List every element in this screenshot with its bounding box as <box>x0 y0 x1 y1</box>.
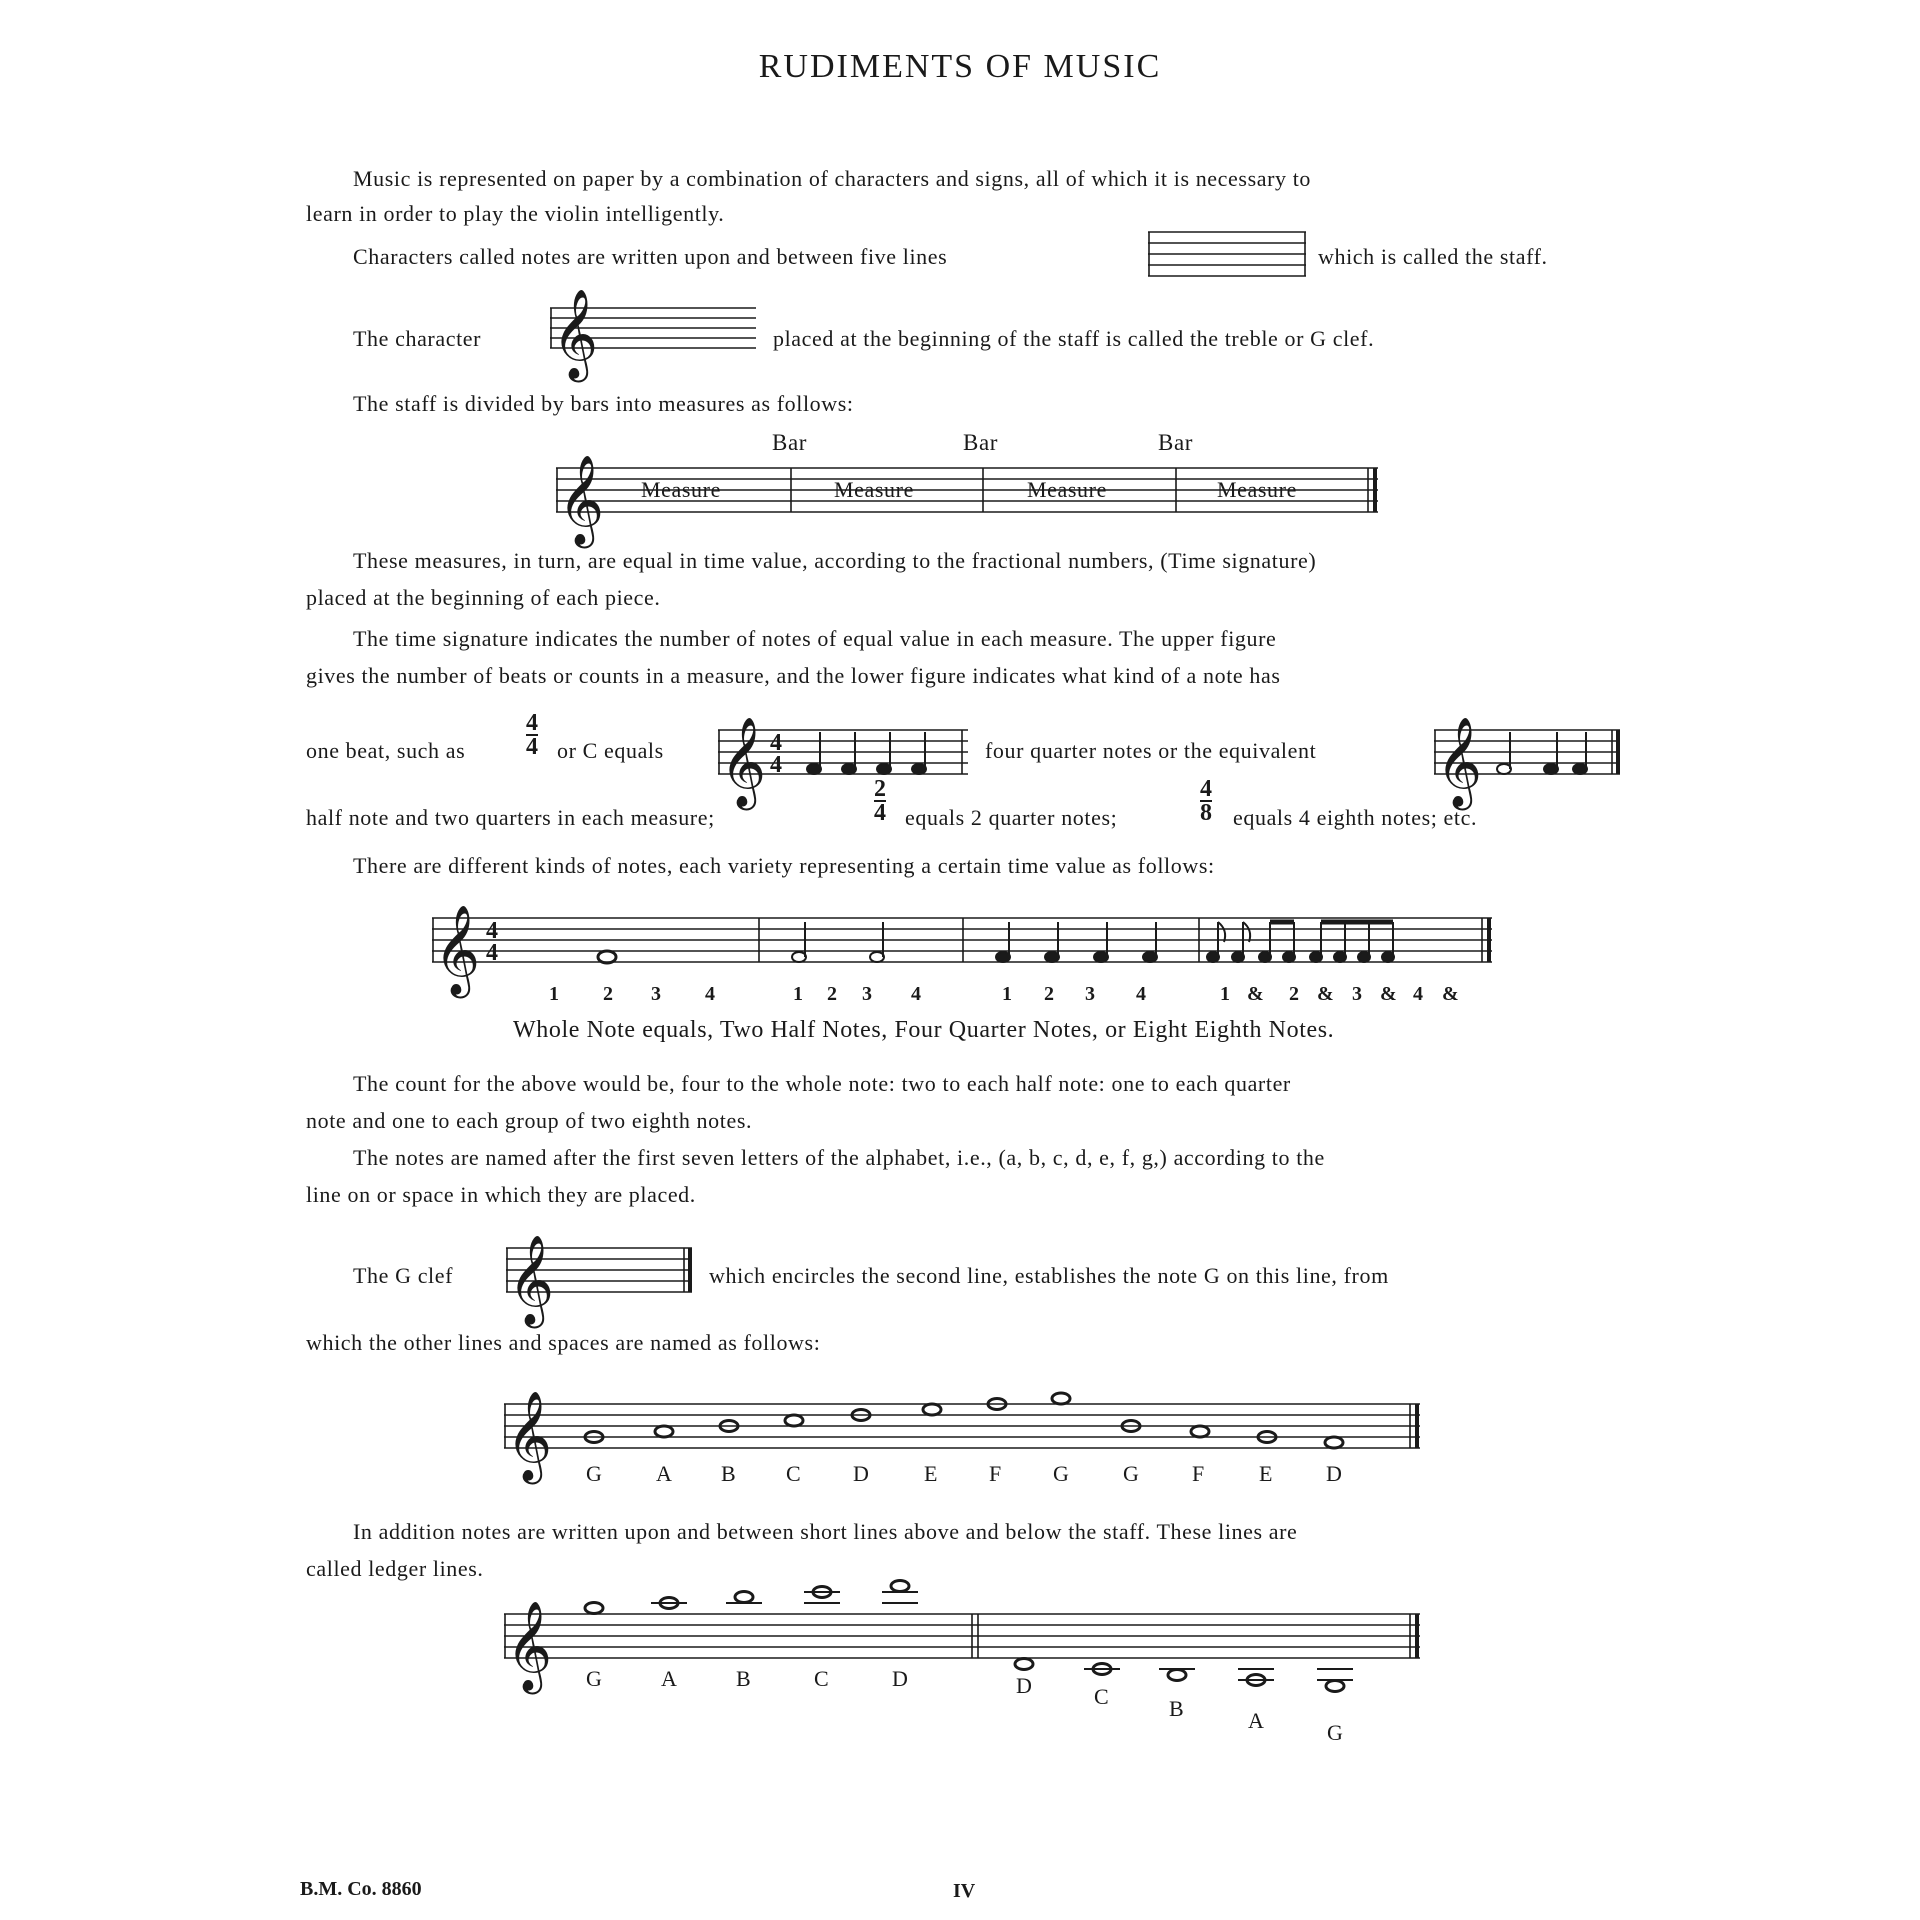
note-values-caption: Whole Note equals, Two Half Notes, Four Quarter Notes, or Eight Eighth Notes. <box>513 1017 1335 1043</box>
note-name-label: E <box>1259 1461 1274 1486</box>
paragraph-6-line-1: The time signature indicates the number of notes of equal value in each measure. The upper figure <box>353 626 1277 651</box>
ledger-note-name-label: B <box>1169 1696 1185 1721</box>
fraction-denominator: 8 <box>1200 800 1212 826</box>
fraction-numerator: 4 <box>526 710 538 736</box>
page-number: IV <box>953 1880 976 1902</box>
whole-note <box>655 1426 673 1437</box>
measure-label-3: Measure <box>1027 477 1107 502</box>
ledger-lines-staff-figure <box>504 1580 1420 1700</box>
treble-clef-icon: 𝄞 <box>508 1235 555 1325</box>
g-clef-staff-figure <box>506 1224 692 1324</box>
note-name-label: E <box>924 1461 939 1486</box>
beat-count: 1 <box>1220 983 1231 1005</box>
treble-clef-icon: 𝄞 <box>506 1391 553 1481</box>
paragraph-13-line-1: In addition notes are written upon and between short lines above and below the staff. These lines are <box>353 1519 1298 1544</box>
whole-note <box>1325 1437 1343 1448</box>
whole-note <box>735 1592 753 1603</box>
beat-count: 2 <box>827 983 838 1005</box>
ledger-note-name-label: G <box>1327 1720 1344 1745</box>
treble-clef-staff-figure <box>550 280 756 380</box>
measure-label-1: Measure <box>641 477 721 502</box>
beat-count: 1 <box>793 983 804 1005</box>
paragraph-12-text-end: which encircles the second line, establishes the note G on this line, from <box>709 1263 1389 1288</box>
fraction-two-four <box>874 778 886 824</box>
paragraph-10-line-2: note and one to each group of two eighth notes. <box>306 1108 753 1133</box>
note-name-label: B <box>721 1461 737 1486</box>
paragraph-3-text: The character <box>353 326 482 351</box>
whole-note <box>1191 1426 1209 1437</box>
note-name-label: D <box>1326 1461 1343 1486</box>
paragraph-5-line-1: These measures, in turn, are equal in time value, according to the fractional numbers, (Time signature) <box>353 548 1317 573</box>
paragraph-8-text-c: equals 4 eighth notes; etc. <box>1233 805 1478 830</box>
quarter-note <box>1143 952 1157 962</box>
half-and-quarters-figure <box>1434 700 1620 807</box>
whole-note <box>1052 1393 1070 1404</box>
whole-note <box>891 1581 909 1592</box>
beat-count: 4 <box>911 983 922 1005</box>
quarter-note <box>1045 952 1059 962</box>
treble-clef-icon: 𝄞 <box>506 1601 553 1691</box>
paragraph-9-text: There are different kinds of notes, each variety representing a certain time value as follows: <box>353 853 1215 878</box>
paragraph-6-line-2: gives the number of beats or counts in a measure, and the lower figure indicates what kind of a note has <box>306 663 1281 688</box>
note-name-label: G <box>1053 1461 1070 1486</box>
fraction-four-eight <box>1200 778 1212 824</box>
beat-count: 3 <box>1085 983 1096 1005</box>
ledger-note-name-label: A <box>1248 1708 1265 1733</box>
publisher-code: B.M. Co. 8860 <box>300 1878 422 1900</box>
paragraph-8-text-b: equals 2 quarter notes; <box>905 805 1118 830</box>
beat-count: 3 <box>651 983 662 1005</box>
ledger-note-name-label: D <box>892 1666 909 1691</box>
paragraph-2-text-end: which is called the staff. <box>1318 244 1548 269</box>
fraction-four-four <box>526 712 538 758</box>
paragraph-4-text: The staff is divided by bars into measures as follows: <box>353 391 854 416</box>
quarter-note <box>996 952 1010 962</box>
bar-label-2: Bar <box>963 430 999 455</box>
note-name-label: C <box>786 1461 802 1486</box>
bar-label-1: Bar <box>772 430 808 455</box>
ledger-note-name-label: C <box>814 1666 830 1691</box>
four-quarter-notes-figure <box>718 700 968 807</box>
paragraph-3-text-end: placed at the beginning of the staff is called the treble or G clef. <box>773 326 1375 351</box>
whole-note <box>1015 1659 1033 1670</box>
ledger-note-name-label: B <box>736 1666 752 1691</box>
beat-count: & <box>1380 983 1398 1005</box>
paragraph-12-text: The G clef <box>353 1263 454 1288</box>
paragraph-5-line-2: placed at the beginning of each piece. <box>306 585 661 610</box>
measure-label-2: Measure <box>834 477 914 502</box>
treble-clef-icon: 𝄞 <box>1436 717 1483 807</box>
beat-count: 3 <box>862 983 873 1005</box>
page-title: RUDIMENTS OF MUSIC <box>758 48 1162 85</box>
treble-clef-icon: 𝄞 <box>720 717 767 807</box>
note-names-staff-figure <box>504 1380 1420 1480</box>
note-name-label: G <box>586 1461 603 1486</box>
beat-count: 4 <box>1136 983 1147 1005</box>
svg-text:4: 4 <box>486 940 498 966</box>
treble-clef-icon: 𝄞 <box>552 289 599 379</box>
svg-text:4: 4 <box>770 752 782 778</box>
ledger-note-name-label: D <box>1016 1673 1033 1698</box>
measure-label-4: Measure <box>1217 477 1297 502</box>
paragraph-7-text-a: one beat, such as <box>306 738 466 763</box>
paragraph-7-text-c: four quarter notes or the equivalent <box>985 738 1317 763</box>
whole-note <box>923 1404 941 1415</box>
five-line-staff-figure <box>1148 228 1306 280</box>
paragraph-7-text-b: or C equals <box>557 738 664 763</box>
beat-count: & <box>1247 983 1265 1005</box>
beat-count: 1 <box>1002 983 1013 1005</box>
note-name-label: A <box>656 1461 673 1486</box>
ledger-note-name-label: A <box>661 1666 678 1691</box>
fraction-denominator: 4 <box>526 734 538 760</box>
paragraph-11-line-2: line on or space in which they are placed. <box>306 1182 696 1207</box>
svg-text:4: 4 <box>770 730 782 756</box>
treble-clef-icon: 𝄞 <box>434 905 481 995</box>
paragraph-1-line-2: learn in order to play the violin intelligently. <box>306 201 725 226</box>
paragraph-11-line-1: The notes are named after the first seven letters of the alphabet, i.e., (a, b, c, d, e, f, g,) according to the <box>353 1145 1325 1170</box>
beat-count: & <box>1442 983 1460 1005</box>
fraction-denominator: 4 <box>874 800 886 826</box>
beat-count: 2 <box>1044 983 1055 1005</box>
note-name-label: F <box>989 1461 1002 1486</box>
beat-count: 3 <box>1352 983 1363 1005</box>
whole-note <box>1168 1670 1186 1681</box>
fraction-numerator: 2 <box>874 776 886 802</box>
treble-clef-icon: 𝄞 <box>558 455 605 545</box>
note-name-label: F <box>1192 1461 1205 1486</box>
bar-label-3: Bar <box>1158 430 1194 455</box>
note-name-label: G <box>1123 1461 1140 1486</box>
svg-text:4: 4 <box>486 918 498 944</box>
quarter-note <box>1094 952 1108 962</box>
beat-count: 1 <box>549 983 560 1005</box>
paragraph-1-line-1: Music is represented on paper by a combination of characters and signs, all of which it is necessary to <box>353 166 1312 191</box>
paragraph-2-text: Characters called notes are written upon and between five lines <box>353 244 948 269</box>
paragraph-13-line-2: called ledger lines. <box>306 1556 484 1581</box>
beat-count: & <box>1317 983 1335 1005</box>
beat-count: 2 <box>603 983 614 1005</box>
half-note <box>870 952 884 962</box>
beat-count: 2 <box>1289 983 1300 1005</box>
fraction-numerator: 4 <box>1200 776 1212 802</box>
whole-note <box>585 1603 603 1614</box>
ledger-note-name-label: C <box>1094 1684 1110 1709</box>
note-name-label: D <box>853 1461 870 1486</box>
paragraph-8-text-a: half note and two quarters in each measure; <box>306 805 715 830</box>
whole-note <box>1326 1681 1344 1692</box>
paragraph-10-line-1: The count for the above would be, four to the whole note: two to each half note: one to each quarter <box>353 1071 1291 1096</box>
paragraph-12-line-2: which the other lines and spaces are named as follows: <box>306 1330 821 1355</box>
half-note <box>792 952 806 962</box>
beat-count: 4 <box>1413 983 1424 1005</box>
whole-note <box>785 1415 803 1426</box>
ledger-note-name-label: G <box>586 1666 603 1691</box>
beat-count: 4 <box>705 983 716 1005</box>
